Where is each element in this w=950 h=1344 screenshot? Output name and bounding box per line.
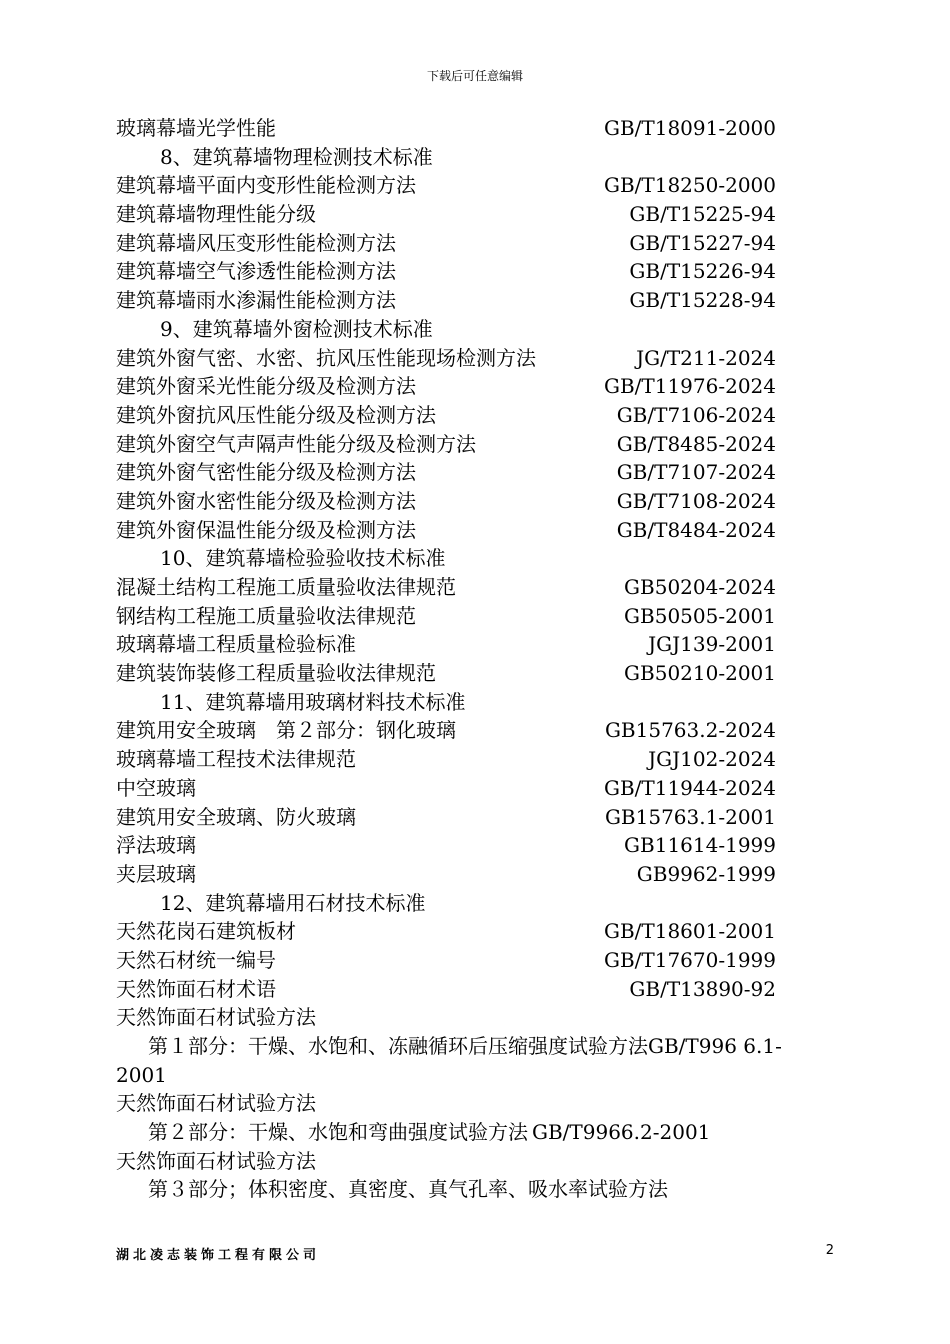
- standard-row: [116, 659, 776, 688]
- standard-title: 天然饰面石材试验方法: [116, 1091, 316, 1116]
- standard-title: 混凝土结构工程施工质量验收法律规范: [116, 575, 456, 599]
- standard-row: [116, 114, 776, 143]
- standard-code: GB/T11976-2024: [603, 374, 776, 399]
- standard-code: GB/T7108-2024: [616, 488, 776, 513]
- standards-list: [116, 114, 782, 1204]
- section-heading: [116, 315, 776, 344]
- standard-code: JGJ102-2024: [648, 747, 776, 772]
- section-heading: [116, 889, 776, 918]
- standard-row: [116, 257, 776, 286]
- standard-code: GB15763.1-2001: [604, 804, 776, 829]
- standard-title: 玻璃幕墙光学性能: [116, 116, 276, 140]
- standard-title: 2001: [116, 1062, 167, 1087]
- standard-code: GB/T15228-94: [629, 288, 776, 313]
- standard-title: 建筑幕墙空气渗透性能检测方法: [116, 259, 396, 284]
- standard-row: [116, 1175, 776, 1204]
- standard-title: 建筑幕墙风压变形性能检测方法: [116, 230, 396, 255]
- standard-title: 建筑装饰装修工程质量验收法律规范: [116, 661, 436, 686]
- standard-code: GB/T18601-2001: [603, 919, 776, 944]
- standard-row: [116, 745, 776, 774]
- standard-title: 建筑外窗采光性能分级及检测方法: [116, 374, 416, 399]
- standard-code: JGJ139-2001: [648, 632, 776, 657]
- standard-row: [116, 803, 776, 832]
- standard-title: 建筑外窗气密性能分级及检测方法: [116, 460, 416, 485]
- standard-row: [116, 831, 776, 860]
- standard-title: 第３部分；体积密度、真密度、真气孔率、吸水率试验方法: [148, 1177, 668, 1202]
- section-heading-text: 8、建筑幕墙物理检测技术标准: [160, 144, 433, 169]
- section-heading: [116, 143, 776, 172]
- standard-title: 建筑用安全玻璃、防火玻璃: [116, 804, 356, 829]
- section-heading-text: 11、建筑幕墙用玻璃材料技术标准: [160, 689, 466, 714]
- section-heading-text: 9、建筑幕墙外窗检测技术标准: [160, 316, 433, 341]
- standard-title: 天然花岗石建筑板材: [116, 919, 296, 944]
- standard-code: GB50204-2024: [624, 575, 776, 599]
- standard-title: 玻璃幕墙工程质量检验标准: [116, 632, 356, 657]
- standard-row: [116, 1061, 776, 1090]
- standard-row: [116, 946, 776, 975]
- standard-row: [116, 774, 776, 803]
- standard-title: 建筑幕墙物理性能分级: [116, 202, 316, 227]
- standard-code: GB/T18250-2000: [603, 173, 776, 198]
- standard-code: GB/T7106-2024: [616, 402, 776, 427]
- standard-row: [116, 716, 776, 745]
- standard-row: [116, 573, 776, 602]
- standard-code: GB11614-1999: [624, 833, 776, 858]
- section-heading-text: 12、建筑幕墙用石材技术标准: [160, 890, 426, 915]
- standard-code: GB/T15225-94: [629, 202, 776, 227]
- standard-title: 天然饰面石材试验方法: [116, 1148, 316, 1173]
- standard-title: 钢结构工程施工质量验收法律规范: [116, 603, 416, 628]
- standard-code: GB/T15226-94: [629, 259, 776, 284]
- standard-row: [116, 516, 776, 545]
- standard-title: 建筑外窗气密、水密、抗风压性能现场检测方法: [116, 345, 536, 370]
- standard-title: 第２部分：干燥、水饱和弯曲强度试验方法: [148, 1120, 528, 1145]
- standard-title: 第１部分：干燥、水饱和、冻融循环后压缩强度试验方法GB/T996 6.1-: [148, 1034, 782, 1058]
- section-heading: [116, 688, 776, 717]
- standard-code: GB/T8485-2024: [616, 431, 776, 456]
- standard-row: [116, 630, 776, 659]
- standard-title: 玻璃幕墙工程技术法律规范: [116, 747, 356, 772]
- standard-code: GB/T11944-2024: [603, 775, 776, 800]
- standard-row: [116, 401, 776, 430]
- standard-code: GB/T8484-2024: [616, 517, 776, 542]
- standard-row: [116, 917, 776, 946]
- standard-code: GB/T15227-94: [629, 230, 776, 255]
- standard-row: [116, 860, 776, 889]
- standard-code: GB/T7107-2024: [616, 460, 776, 485]
- standard-title: 天然石材统一编号: [116, 947, 276, 972]
- standard-title: 建筑外窗空气声隔声性能分级及检测方法: [116, 431, 476, 456]
- standard-code: GB9962-1999: [636, 861, 776, 886]
- standard-title: 建筑用安全玻璃 第２部分：钢化玻璃: [116, 718, 456, 743]
- section-heading-text: 10、建筑幕墙检验验收技术标准: [160, 546, 446, 571]
- header-note: 下载后可任意编辑: [426, 69, 523, 83]
- page-number: 2: [825, 1243, 834, 1258]
- footer-company-name: 湖北凌志装饰工程有限公司: [116, 1248, 321, 1263]
- standard-code: GB/T9966.2-2001: [532, 1120, 711, 1145]
- standard-title: 夹层玻璃: [116, 861, 196, 886]
- standard-title: 建筑幕墙平面内变形性能检测方法: [116, 173, 416, 198]
- standard-code: GB50505-2001: [624, 603, 776, 628]
- standard-row: [116, 1003, 776, 1032]
- standard-code: JG/T211-2024: [636, 345, 776, 370]
- standard-row: [116, 171, 776, 200]
- standard-title: 天然饰面石材术语: [116, 976, 276, 1001]
- standard-row: [116, 458, 776, 487]
- standard-row: [116, 1032, 782, 1061]
- standard-row: [116, 430, 776, 459]
- standard-row: [116, 487, 776, 516]
- standard-row: [116, 372, 776, 401]
- standard-code: GB15763.2-2024: [604, 718, 776, 743]
- section-heading: [116, 544, 776, 573]
- standard-title: 天然饰面石材试验方法: [116, 1005, 316, 1030]
- standard-row: [116, 344, 776, 373]
- standard-title: 建筑外窗保温性能分级及检测方法: [116, 517, 416, 542]
- standard-title: 浮法玻璃: [116, 833, 196, 858]
- standard-row: [116, 975, 776, 1004]
- standard-row: [116, 1147, 776, 1176]
- standard-code: GB50210-2001: [624, 661, 776, 686]
- standard-title: 建筑幕墙雨水渗漏性能检测方法: [116, 288, 396, 313]
- standard-row: [116, 1089, 776, 1118]
- standard-code: GB/T13890-92: [629, 976, 776, 1001]
- standard-row: [116, 200, 776, 229]
- standard-row: [116, 602, 776, 631]
- standard-code: GB/T18091-2000: [603, 116, 776, 140]
- standard-title: 建筑外窗水密性能分级及检测方法: [116, 488, 416, 513]
- standard-row: [116, 286, 776, 315]
- standard-code: GB/T17670-1999: [603, 947, 776, 972]
- standard-title: 中空玻璃: [116, 775, 196, 800]
- standard-row: [116, 229, 776, 258]
- standard-row: [116, 1118, 776, 1147]
- standard-title: 建筑外窗抗风压性能分级及检测方法: [116, 402, 436, 427]
